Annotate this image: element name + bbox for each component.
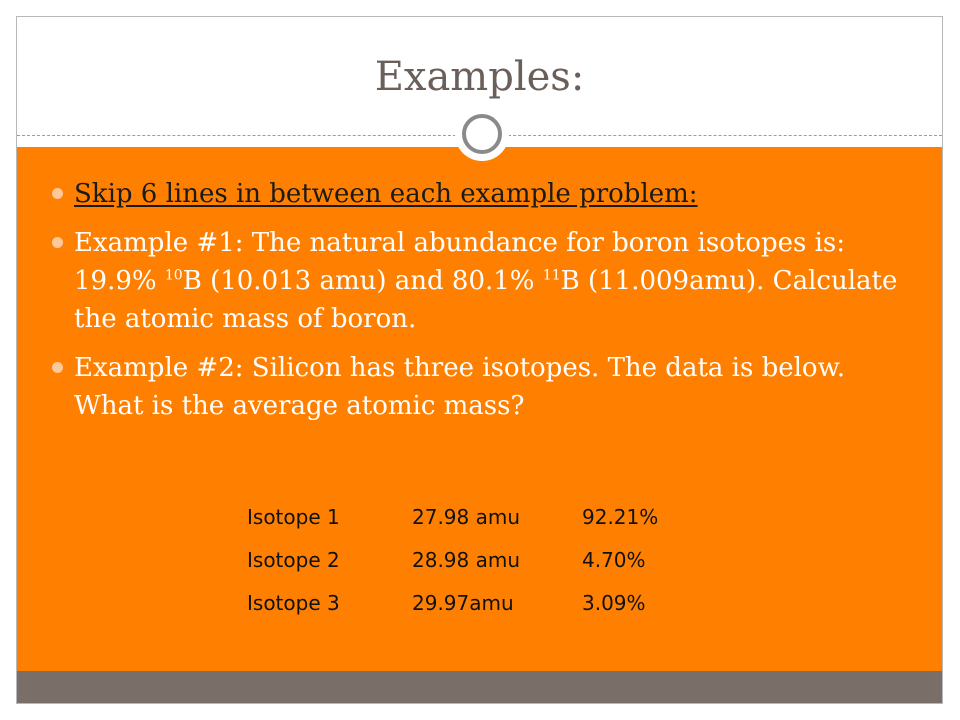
bullet-text-example-2: Example #2: Silicon has three isotopes. The data is below. What is the average atomic mass? [74, 353, 846, 421]
isotope-abundance: 4.70% [582, 547, 646, 572]
bullet-item [52, 175, 912, 213]
isotope-mass: 29.97amu [412, 590, 514, 615]
boron-10-superscript: 10 [164, 267, 183, 284]
table-row [247, 581, 692, 624]
bullet-item [52, 224, 912, 338]
isotope-table [247, 495, 692, 624]
bullet-list [52, 175, 912, 436]
slide [16, 16, 943, 704]
ring-icon [462, 114, 502, 154]
bullet-item [52, 349, 912, 425]
table-row [247, 495, 692, 538]
example-1-text-part2: B (10.013 amu) and 80.1% [182, 266, 543, 296]
isotope-abundance: 92.21% [582, 504, 659, 529]
bullet-dot-icon [52, 362, 63, 373]
isotope-mass: 28.98 amu [412, 547, 521, 572]
circle-ornament-icon [455, 107, 509, 161]
boron-11-superscript: 11 [542, 267, 561, 284]
bullet-text-example-1 [74, 224, 912, 338]
example-1-text-part1: Example #1: The natural abundance for boron isotopes is: 19.9% [74, 228, 846, 296]
isotope-name: Isotope 2 [247, 547, 340, 572]
isotope-name: Isotope 1 [247, 504, 340, 529]
slide-title: Examples: [374, 54, 585, 100]
isotope-mass: 27.98 amu [412, 504, 521, 529]
footer-bar [17, 671, 942, 704]
isotope-name: Isotope 3 [247, 590, 340, 615]
bullet-dot-icon [52, 188, 63, 199]
table-row [247, 538, 692, 581]
example-1-text-part3: B (11.009amu). Calculate the atomic mass of boron. [74, 266, 898, 334]
bullet-text-instructions: Skip 6 lines in between each example problem: [74, 179, 698, 209]
isotope-abundance: 3.09% [582, 590, 646, 615]
bullet-dot-icon [52, 237, 63, 248]
